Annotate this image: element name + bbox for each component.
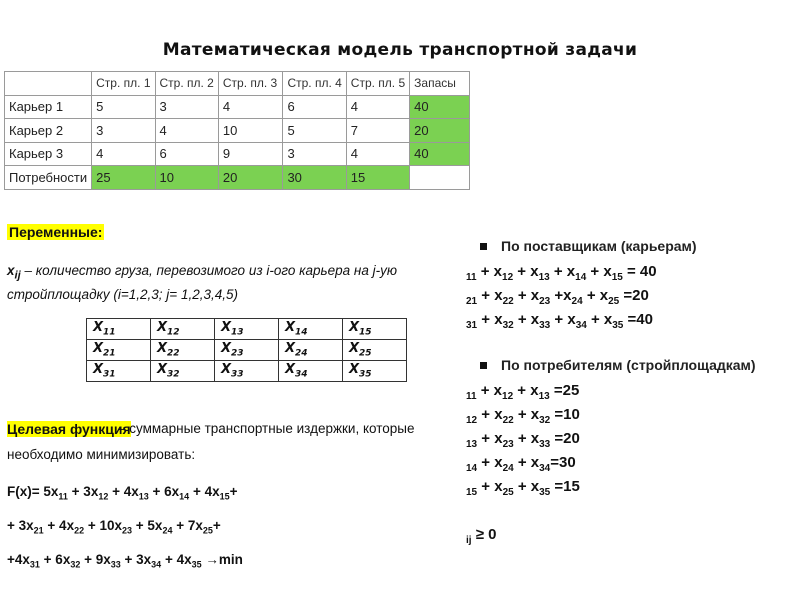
sheet-header-cell: Стр. пл. 1 <box>92 72 155 96</box>
variables-heading: Переменные: <box>9 224 103 240</box>
demand-constraint-4: $_{14} + x_{24} + x_{34}=30$ <box>466 454 576 474</box>
sheet-cost-cell: 5 <box>92 95 155 119</box>
demand-constraint-2: $_{12} + x_{22} + x_{32} =10$ <box>466 406 580 426</box>
consumers-constraints-heading: По потребителям (стройплощадкам) <box>466 357 800 373</box>
variable-cell: $X_{35}$ <box>343 361 407 382</box>
variables-grid <box>86 318 407 382</box>
objective-heading: Целевая функция <box>7 421 131 437</box>
variable-cell: $X_{13}$ <box>215 319 279 340</box>
sheet-header-cell: Стр. пл. 3 <box>218 72 283 96</box>
sheet-empty-cell <box>410 166 470 190</box>
variable-cell: $X_{12}$ <box>151 319 215 340</box>
sheet-supply-cell: 20 <box>410 119 470 143</box>
sheet-header-cell <box>5 72 92 96</box>
variables-row <box>87 340 407 361</box>
variable-cell: $X_{33}$ <box>215 361 279 382</box>
variable-symbol: $x_{ij}$ <box>7 263 21 282</box>
sheet-row <box>5 142 470 166</box>
variable-cell: $X_{14}$ <box>279 319 343 340</box>
supply-constraint-3: $_{31} + x_{32} + x_{33} + x_{34} + x_{35} =40$ <box>466 311 653 331</box>
variables-row <box>87 319 407 340</box>
sheet-header-cell: Запасы <box>410 72 470 96</box>
supply-constraint-1: $_{11} + x_{12} + x_{13} + x_{14} + x_{15} = 40$ <box>466 263 657 283</box>
sheet-row-label: Карьер 2 <box>5 119 92 143</box>
variable-cell: $X_{24}$ <box>279 340 343 361</box>
sheet-header-cell: Стр. пл. 4 <box>283 72 346 96</box>
sheet-cost-cell: 4 <box>155 119 218 143</box>
sheet-header-cell: Стр. пл. 5 <box>346 72 409 96</box>
sheet-cost-cell: 3 <box>92 119 155 143</box>
objective-description: – суммарные транспортные издержки, которые <box>118 421 415 436</box>
sheet-cost-cell: 3 <box>155 95 218 119</box>
sheet-row-label: Потребности <box>5 166 92 190</box>
demand-constraint-5: $_{15} + x_{25} + x_{35} =15$ <box>466 478 580 498</box>
sheet-row-label: Карьер 1 <box>5 95 92 119</box>
sheet-row <box>5 95 470 119</box>
sheet-cost-cell: 4 <box>346 142 409 166</box>
objective-formula-line1: $F(x)= 5x_{11} + 3x_{12} + 4x_{13} + 6x_{14} + 4x_{15}+$ <box>7 484 238 502</box>
sheet-cost-cell: 4 <box>218 95 283 119</box>
suppliers-constraints-heading: По поставщикам (карьерам) <box>466 238 800 254</box>
sheet-demand-cell: 15 <box>346 166 409 190</box>
sheet-demand-cell: 20 <box>218 166 283 190</box>
sheet-demand-cell: 30 <box>283 166 346 190</box>
demand-constraint-3: $_{13} + x_{23} + x_{33} =20$ <box>466 430 580 450</box>
variable-cell: $X_{23}$ <box>215 340 279 361</box>
variables-description-line1: $x_{ij}$ – количество груза, перевозимого из i-ого карьера на j-ую <box>7 263 397 282</box>
spreadsheet-table <box>4 76 470 186</box>
variables-description-line2: стройплощадку (i=1,2,3; j= 1,2,3,4,5) <box>7 287 238 302</box>
sheet-cost-cell: 4 <box>346 95 409 119</box>
objective-formula-line2: + $3x_{21} + 4x_{22} + 10x_{23} + 5x_{24} + 7x_{25}+$ <box>7 518 221 536</box>
sheet-cost-cell: 6 <box>283 95 346 119</box>
sheet-cost-cell: 10 <box>218 119 283 143</box>
supply-constraint-2: $_{21} + x_{22} + x_{23} +x_{24} + x_{25} =20$ <box>466 287 649 307</box>
sheet-row-label: Карьер 3 <box>5 142 92 166</box>
variable-cell: $X_{31}$ <box>87 361 151 382</box>
objective-formula-line3: $+4x_{31} + 6x_{32} + 9x_{33} + 3x_{34} + 4x_{35} \to\min$ <box>7 552 243 570</box>
cost-table <box>4 71 470 190</box>
sheet-cost-cell: 9 <box>218 142 283 166</box>
page-title: Математическая модель транспортной задачи <box>162 40 638 60</box>
sheet-cost-cell: 4 <box>92 142 155 166</box>
sheet-row <box>5 119 470 143</box>
sheet-header-cell: Стр. пл. 2 <box>155 72 218 96</box>
sheet-cost-cell: 5 <box>283 119 346 143</box>
sheet-header-row <box>5 72 470 96</box>
variable-cell: $X_{15}$ <box>343 319 407 340</box>
sheet-supply-cell: 40 <box>410 95 470 119</box>
sheet-demand-cell: 10 <box>155 166 218 190</box>
sheet-supply-cell: 40 <box>410 142 470 166</box>
variable-cell: $X_{32}$ <box>151 361 215 382</box>
variable-cell: $X_{22}$ <box>151 340 215 361</box>
sheet-cost-cell: 6 <box>155 142 218 166</box>
demand-constraint-1: $_{11} + x_{12} + x_{13} =25$ <box>466 382 580 402</box>
sheet-cost-cell: 3 <box>283 142 346 166</box>
variable-cell: $X_{25}$ <box>343 340 407 361</box>
variable-cell: $X_{34}$ <box>279 361 343 382</box>
bullet-icon <box>480 243 487 250</box>
variable-cell: $X_{21}$ <box>87 340 151 361</box>
variables-row <box>87 361 407 382</box>
sheet-demand-cell: 25 <box>92 166 155 190</box>
sheet-demand-row <box>5 166 470 190</box>
variable-cell: $X_{11}$ <box>87 319 151 340</box>
sheet-cost-cell: 7 <box>346 119 409 143</box>
bullet-icon <box>480 362 487 369</box>
nonnegativity-constraint: $_{ij}$ ≥ 0 <box>466 526 497 546</box>
objective-description-line2: необходимо минимизировать: <box>7 447 196 462</box>
